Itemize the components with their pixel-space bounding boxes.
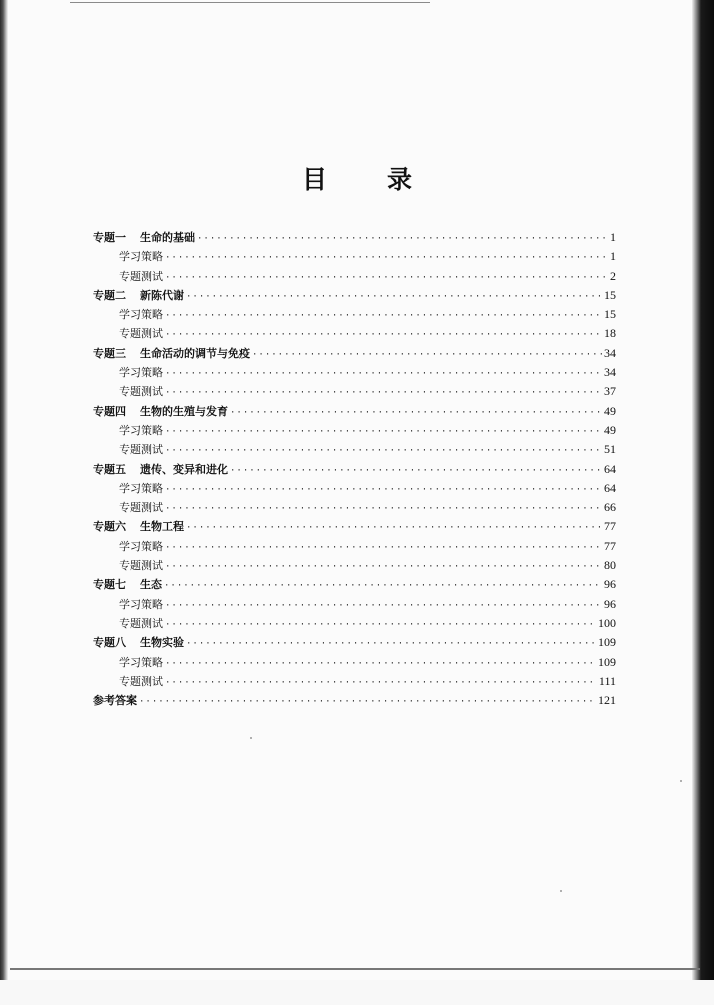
chapter-title: 生命活动的调节与免疫 — [140, 346, 250, 360]
page-number: 34 — [604, 365, 616, 380]
page-number: 77 — [604, 538, 616, 553]
toc-section-row[interactable] — [93, 305, 616, 324]
dot-leader — [165, 365, 602, 384]
chapter-title: 新陈代谢 — [140, 288, 184, 302]
page-number: 34 — [604, 345, 616, 360]
toc-entry-label — [119, 614, 163, 633]
section-title: 专题测试 — [119, 501, 163, 515]
section-title: 学习策略 — [119, 250, 163, 264]
section-title: 学习策略 — [119, 366, 163, 380]
toc-section-row[interactable] — [93, 267, 616, 286]
chapter-number: 专题一 — [93, 231, 126, 244]
section-title: 专题测试 — [119, 616, 163, 630]
toc-entry-label — [93, 575, 162, 594]
chapter-title: 生物的生殖与发育 — [140, 404, 228, 418]
page-number: 1 — [610, 249, 616, 264]
dot-leader — [165, 269, 608, 288]
dot-leader — [252, 346, 602, 365]
chapter-number: 专题四 — [93, 404, 126, 418]
chapter-number: 专题二 — [93, 288, 126, 302]
section-title: 学习策略 — [119, 308, 163, 322]
chapter-number: 专题六 — [93, 520, 126, 534]
dot-leader — [165, 249, 608, 268]
dot-leader — [165, 597, 602, 616]
dot-leader — [186, 635, 596, 654]
toc-entry-label — [119, 672, 163, 691]
section-title: 专题测试 — [119, 559, 163, 573]
toc-entry-label — [93, 402, 228, 421]
section-title: 学习策略 — [119, 597, 163, 611]
dot-leader — [139, 693, 596, 712]
page-number: 96 — [604, 596, 616, 611]
chapter-number: 专题八 — [93, 636, 126, 650]
chapter-number: 专题七 — [93, 578, 126, 592]
toc-section-row[interactable] — [93, 672, 616, 691]
toc-section-row[interactable] — [93, 498, 616, 517]
dot-leader — [165, 307, 602, 326]
page-number: 49 — [604, 422, 616, 437]
chapter-number: 专题三 — [93, 346, 126, 360]
title-char-2: 录 — [387, 165, 413, 194]
page-number: 51 — [604, 442, 616, 457]
toc-entry-label — [119, 305, 163, 324]
chapter-title: 生命的基础 — [140, 231, 195, 244]
toc-entry-label — [119, 421, 163, 440]
toc-chapter-row[interactable] — [93, 228, 616, 247]
page-title — [0, 163, 714, 197]
scan-speck — [250, 737, 252, 739]
toc-chapter-row[interactable] — [93, 517, 616, 536]
page-number: 100 — [598, 615, 616, 630]
section-title: 学习策略 — [119, 655, 163, 669]
toc-entry-label — [119, 382, 163, 401]
section-title: 学习策略 — [119, 423, 163, 437]
chapter-title: 生物工程 — [140, 520, 184, 534]
toc-chapter-row[interactable] — [93, 691, 616, 710]
section-title: 学习策略 — [119, 539, 163, 553]
page-number: 64 — [604, 480, 616, 495]
toc-entry-label — [119, 267, 163, 286]
toc-entry-label — [119, 324, 163, 343]
scan-speck — [680, 780, 682, 782]
chapter-title: 遗传、变异和进化 — [140, 462, 228, 476]
toc-entry-label — [119, 440, 163, 459]
toc-chapter-row[interactable] — [93, 460, 616, 479]
section-title: 学习策略 — [119, 481, 163, 495]
chapter-number: 参考答案 — [93, 694, 137, 708]
dot-leader — [197, 230, 608, 249]
page-number: 96 — [604, 577, 616, 592]
toc-chapter-row[interactable] — [93, 286, 616, 305]
page-number: 15 — [604, 307, 616, 322]
dot-leader — [165, 539, 602, 558]
toc-entry-label — [119, 498, 163, 517]
toc-section-row[interactable] — [93, 382, 616, 401]
dot-leader — [230, 404, 602, 423]
chapter-title: 生物实验 — [140, 636, 184, 650]
page-number: 77 — [604, 519, 616, 534]
top-scan-line — [70, 2, 430, 3]
toc-section-row[interactable] — [93, 421, 616, 440]
toc-entry-label — [93, 286, 184, 305]
dot-leader — [230, 462, 602, 481]
table-of-contents — [93, 228, 616, 710]
section-title: 专题测试 — [119, 385, 163, 399]
toc-entry-label — [119, 247, 163, 266]
dot-leader — [164, 577, 602, 596]
toc-entry-label — [93, 517, 184, 536]
page-number: 80 — [604, 558, 616, 573]
toc-chapter-row[interactable] — [93, 402, 616, 421]
toc-entry-label — [119, 479, 163, 498]
toc-section-row[interactable] — [93, 614, 616, 633]
section-title: 专题测试 — [119, 674, 163, 688]
dot-leader — [165, 674, 597, 693]
page-number: 121 — [598, 693, 616, 708]
dot-leader — [186, 288, 602, 307]
toc-chapter-row[interactable] — [93, 633, 616, 652]
toc-section-row[interactable] — [93, 363, 616, 382]
toc-entry-label — [93, 344, 250, 363]
toc-section-row[interactable] — [93, 440, 616, 459]
chapter-number: 专题五 — [93, 462, 126, 476]
section-title: 专题测试 — [119, 443, 163, 457]
toc-entry-label — [119, 537, 163, 556]
scanner-edge-shadow — [692, 0, 714, 1005]
page-binding-shadow — [0, 0, 8, 1005]
scan-speck — [560, 890, 562, 892]
toc-section-row[interactable] — [93, 595, 616, 614]
bottom-scan-line — [10, 968, 700, 970]
toc-section-row[interactable] — [93, 537, 616, 556]
toc-entry-label — [119, 595, 163, 614]
chapter-title: 生态 — [140, 578, 162, 592]
toc-chapter-row[interactable] — [93, 344, 616, 363]
toc-entry-label — [93, 691, 137, 710]
page-number: 64 — [604, 461, 616, 476]
dot-leader — [165, 655, 596, 674]
page-number: 37 — [604, 384, 616, 399]
toc-section-row[interactable] — [93, 653, 616, 672]
toc-entry-label — [119, 653, 163, 672]
toc-entry-label — [93, 460, 228, 479]
dot-leader — [165, 481, 602, 500]
page-number: 111 — [598, 673, 616, 688]
toc-entry-label — [119, 363, 163, 382]
toc-section-row[interactable] — [93, 324, 616, 343]
toc-entry-label — [93, 228, 195, 247]
toc-chapter-row[interactable] — [93, 575, 616, 594]
page-number: 49 — [604, 403, 616, 418]
page-number: 1 — [610, 230, 616, 244]
page-number: 2 — [610, 268, 616, 283]
section-title: 专题测试 — [119, 269, 163, 283]
toc-entry-label — [119, 556, 163, 575]
page-number: 109 — [598, 635, 616, 650]
page-number: 15 — [604, 287, 616, 302]
toc-entry-label — [93, 633, 184, 652]
dot-leader — [165, 616, 596, 635]
page-number: 66 — [604, 500, 616, 515]
dot-leader — [165, 384, 602, 403]
toc-section-row[interactable] — [93, 479, 616, 498]
toc-section-row[interactable] — [93, 556, 616, 575]
dot-leader — [165, 442, 602, 461]
section-title: 专题测试 — [119, 327, 163, 341]
dot-leader — [165, 500, 602, 519]
bottom-margin — [0, 980, 714, 1005]
title-char-1: 目 — [301, 165, 327, 194]
dot-leader — [165, 558, 602, 577]
dot-leader — [186, 519, 602, 538]
page-number: 109 — [598, 654, 616, 669]
dot-leader — [165, 423, 602, 442]
toc-section-row[interactable] — [93, 247, 616, 266]
page-number: 18 — [604, 326, 616, 341]
